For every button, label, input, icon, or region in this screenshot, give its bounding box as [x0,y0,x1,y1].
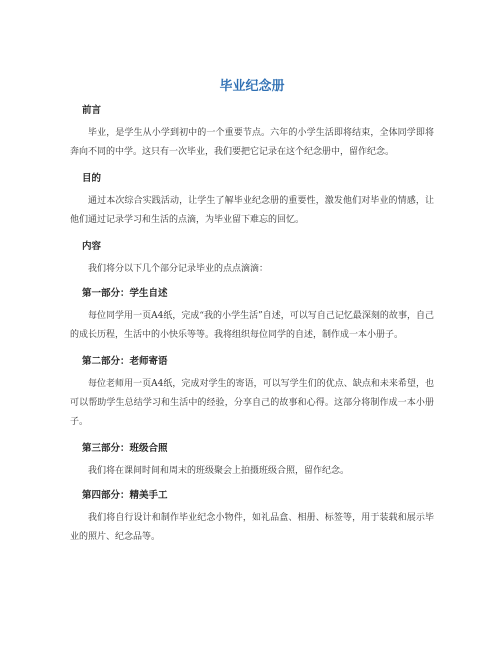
section-heading-part-4: 第四部分：精美手工 [82,490,168,501]
section-heading-preface: 前言 [82,105,102,116]
section-text-part-1: 每位同学用一页A4纸，完成“我的小学生活”自述，可以写自己记忆最深刻的故事，自己的成长历程，生活中的小快乐等等。我将组织每位同学的自述，制作成一本小册子。 [70,311,434,340]
section-text-purpose: 通过本次综合实践活动，让学生了解毕业纪念册的重要性，激发他们对毕业的情感，让他们通过记录学习和生活的点滴，为毕业留下难忘的回忆。 [70,196,434,225]
section-heading-part-3: 第三部分：班级合照 [82,443,168,454]
section-text-content: 我们将分以下几个部分记录毕业的点点滴滴： [88,264,269,274]
section-text-part-4: 我们将自行设计和制作毕业纪念小物件，如礼品盒、相册、标签等，用于装载和展示毕业的照片、纪念品等。 [70,513,434,542]
section-heading-purpose: 目的 [82,173,102,184]
section-heading-part-2: 第二部分：老师寄语 [82,356,168,367]
section-text-part-2: 每位老师用一页A4纸，完成对学生的寄语，可以写学生们的优点、缺点和未来希望，也可以帮助学生总结学习和生活中的经验，分享自己的故事和心得。这部分将制作成一本小册子。 [70,379,434,427]
document-title: 毕业纪念册 [219,79,285,94]
section-text-preface: 毕业，是学生从小学到初中的一个重要节点。六年的小学生活即将结束，全体同学即将奔向不同的中学。这只有一次毕业，我们要把它记录在这个纪念册中，留作纪念。 [70,128,434,157]
section-text-part-3: 我们将在课间时间和周末的班级聚会上拍摄班级合照，留作纪念。 [88,466,350,476]
section-heading-content: 内容 [82,241,102,252]
document-page [70,76,434,557]
section-heading-part-1: 第一部分：学生自述 [82,288,168,299]
